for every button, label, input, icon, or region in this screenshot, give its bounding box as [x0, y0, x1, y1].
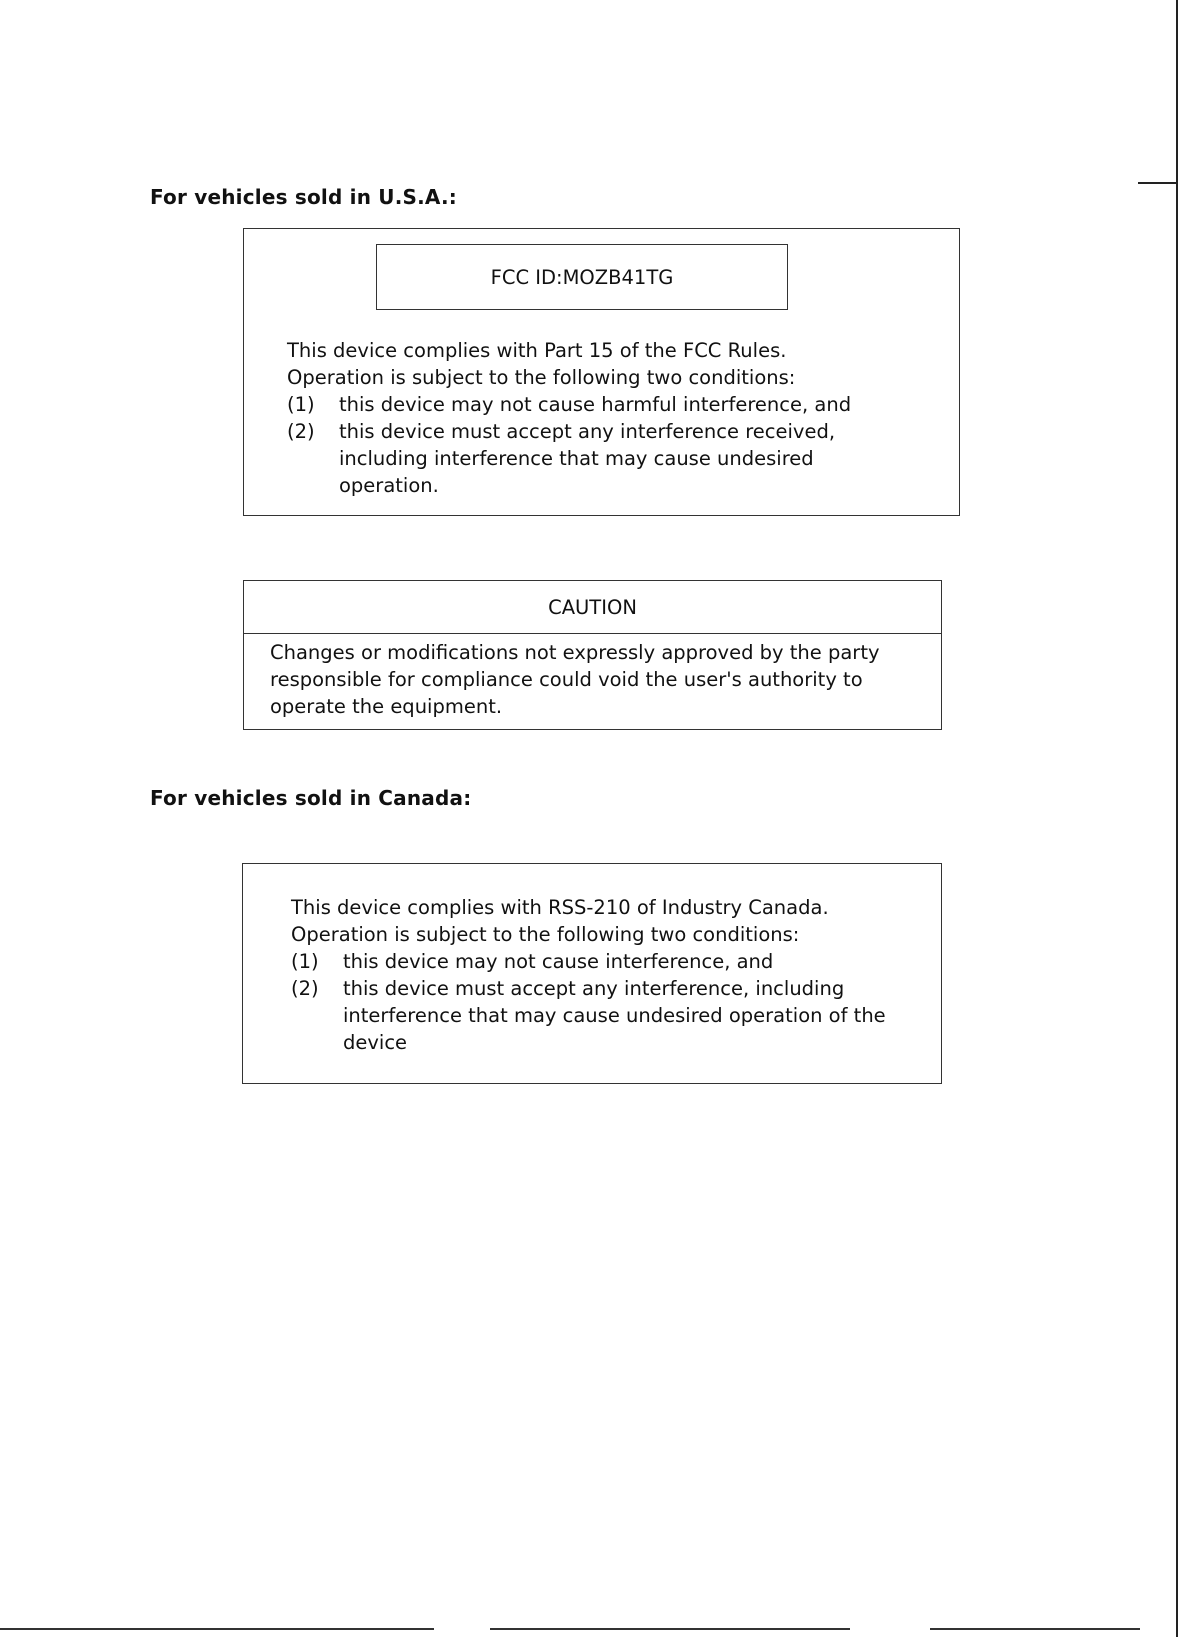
condition-line: this device must accept any interference received,	[339, 420, 836, 443]
condition-line: including interference that may cause undesired	[339, 447, 814, 470]
footer-rule-right	[930, 1628, 1140, 1630]
canada-statement-line: Operation is subject to the following two conditions:	[291, 923, 800, 946]
canada-condition-1	[291, 948, 886, 975]
caution-line: responsible for compliance could void the user's authority to	[270, 668, 863, 691]
canada-statement	[291, 894, 886, 1056]
footer-rule-middle	[490, 1628, 850, 1630]
condition-line: device	[343, 1031, 408, 1054]
caution-title: CAUTION	[244, 581, 941, 634]
fcc-statement-line: Operation is subject to the following two conditions:	[287, 366, 796, 389]
fcc-condition-2	[287, 418, 851, 499]
condition-line: interference that may cause undesired operation of the	[343, 1004, 886, 1027]
condition-number: (2)	[287, 420, 315, 443]
usa-heading: For vehicles sold in U.S.A.:	[150, 185, 457, 209]
condition-number: (1)	[287, 393, 315, 416]
canada-condition-2	[291, 975, 886, 1056]
fcc-condition-1	[287, 391, 851, 418]
caution-line: Changes or modifications not expressly approved by the party	[270, 641, 880, 664]
fcc-id-label	[376, 244, 788, 310]
condition-line: this device must accept any interference, including	[343, 977, 845, 1000]
condition-number: (2)	[291, 977, 319, 1000]
caution-text	[244, 634, 941, 720]
canada-heading: For vehicles sold in Canada:	[150, 786, 472, 810]
condition-line: this device may not cause harmful interference, and	[339, 393, 852, 416]
footer-rule-left	[0, 1628, 434, 1630]
caution-box	[243, 580, 942, 730]
caution-line: operate the equipment.	[270, 695, 503, 718]
condition-line: this device may not cause interference, and	[343, 950, 774, 973]
condition-line: operation.	[339, 474, 439, 497]
fcc-statement	[287, 337, 851, 499]
fcc-id-text: FCC ID:MOZB41TG	[490, 265, 674, 289]
page-right-edge	[1176, 0, 1178, 1637]
fcc-statement-line: This device complies with Part 15 of the FCC Rules.	[287, 339, 787, 362]
margin-marker	[1138, 182, 1178, 184]
canada-statement-line: This device complies with RSS-210 of Industry Canada.	[291, 896, 829, 919]
condition-number: (1)	[291, 950, 319, 973]
